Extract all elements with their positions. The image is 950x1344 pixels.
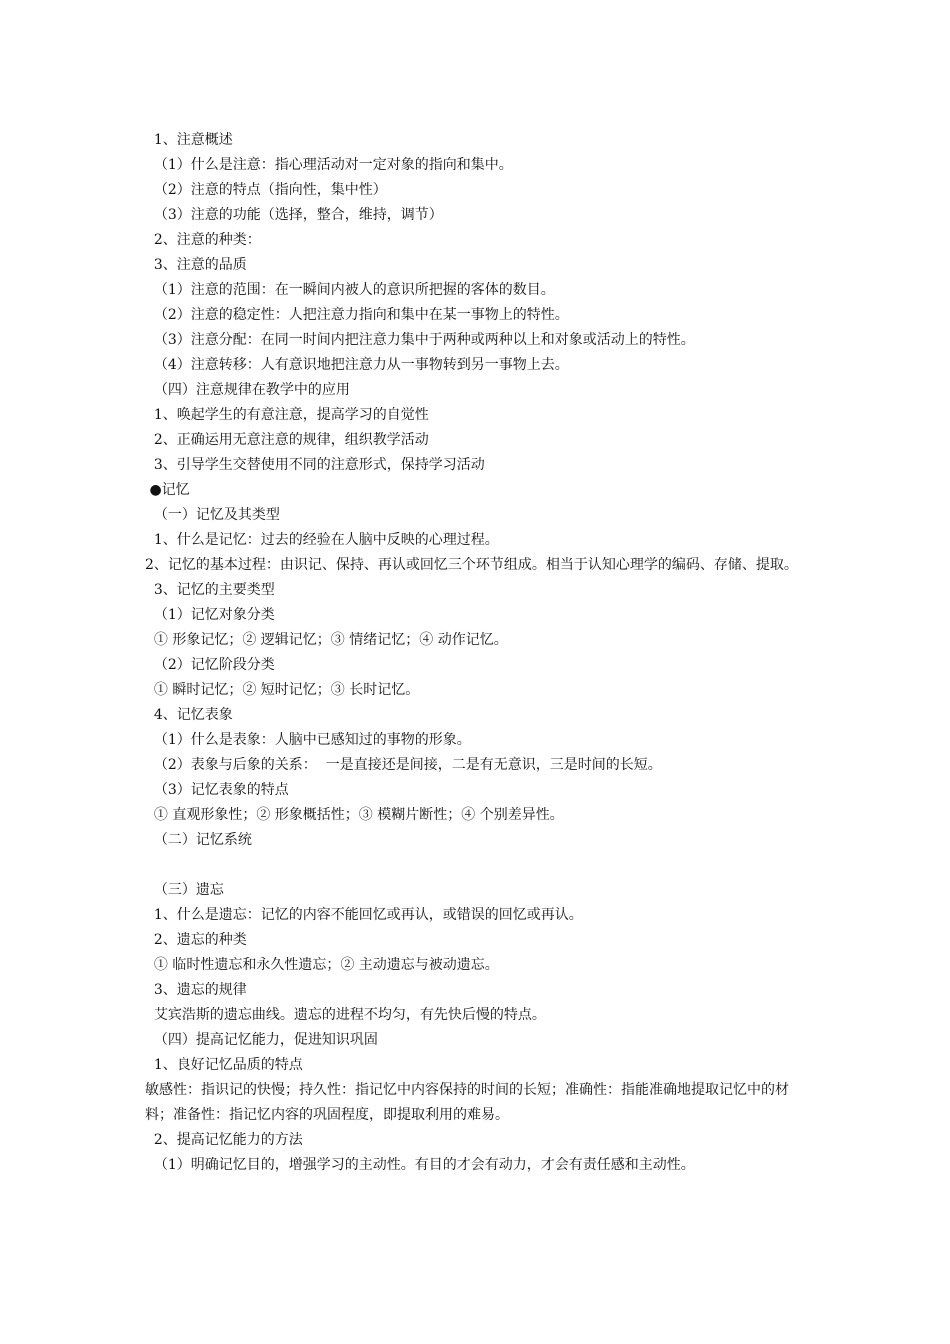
text-line: （3）注意的功能（选择，整合，维持，调节）	[145, 207, 443, 223]
section-heading: 2、注意的种类：	[145, 232, 261, 248]
section-heading: （一）记忆及其类型	[145, 507, 280, 523]
text-line: 1、良好记忆品质的特点	[145, 1057, 303, 1073]
section-heading: （四）提高记忆能力，促进知识巩固	[145, 1032, 378, 1048]
text-line: 1、什么是遗忘：记忆的内容不能回忆或再认，或错误的回忆或再认。	[145, 907, 583, 923]
text-line: （2）记忆阶段分类	[145, 657, 275, 673]
text-line: （1）什么是表象：人脑中已感知过的事物的形象。	[145, 732, 471, 748]
text-line: （1）注意的范围：在一瞬间内被人的意识所把握的客体的数目。	[145, 282, 555, 298]
text-line: ① 形象记忆；② 逻辑记忆；③ 情绪记忆；④ 动作记忆。	[145, 632, 508, 648]
text-line: 2、遗忘的种类	[145, 932, 247, 948]
section-heading: 3、记忆的主要类型	[145, 582, 275, 598]
text-line: 艾宾浩斯的遗忘曲线。遗忘的进程不均匀，有先快后慢的特点。	[145, 1007, 546, 1023]
text-line: （2）表象与后象的关系： 一是直接还是间接，二是有无意识，三是时间的长短。	[145, 757, 662, 773]
text-line: （4）注意转移：人有意识地把注意力从一事物转到另一事物上去。	[145, 357, 569, 373]
section-heading: （四）注意规律在教学中的应用	[145, 382, 350, 398]
section-heading: 3、注意的品质	[145, 257, 247, 273]
text-line: 1、什么是记忆：过去的经验在人脑中反映的心理过程。	[145, 532, 499, 548]
document-body	[145, 128, 805, 1178]
text-paragraph: 2、记忆的基本过程：由识记、保持、再认或回忆三个环节组成。相当于认知心理学的编码、存储、提取。	[145, 557, 798, 573]
text-line: 3、遗忘的规律	[145, 982, 247, 998]
text-line: （1）记忆对象分类	[145, 607, 275, 623]
text-line: （3）记忆表象的特点	[145, 782, 289, 798]
text-line: （2）注意的特点（指向性，集中性）	[145, 182, 387, 198]
text-line: ① 瞬时记忆；② 短时记忆；③ 长时记忆。	[145, 682, 420, 698]
blank-line	[145, 853, 805, 878]
text-line: （3）注意分配：在同一时间内把注意力集中于两种或两种以上和对象或活动上的特性。	[145, 332, 695, 348]
text-line: ① 直观形象性；② 形象概括性；③ 模糊片断性；④ 个别差异性。	[145, 807, 564, 823]
text-line: 3、引导学生交替使用不同的注意形式，保持学习活动	[145, 457, 485, 473]
text-paragraph: 敏感性：指识记的快慢；持久性：指记忆中内容保持的时间的长短；准确性：指能准确地提取记忆中的材料；准备性：指记忆内容的巩固程度，即提取利用的难易。	[145, 1082, 789, 1123]
section-heading: （三）遗忘	[145, 882, 224, 898]
section-heading: （二）记忆系统	[145, 832, 252, 848]
text-line: 2、正确运用无意注意的规律，组织教学活动	[145, 432, 429, 448]
text-line: 1、唤起学生的有意注意，提高学习的自觉性	[145, 407, 429, 423]
text-line: ① 临时性遗忘和永久性遗忘；② 主动遗忘与被动遗忘。	[145, 957, 499, 973]
section-heading: 4、记忆表象	[145, 707, 233, 723]
text-line: （1）明确记忆目的，增强学习的主动性。有目的才会有动力，才会有责任感和主动性。	[145, 1157, 695, 1173]
text-line: （2）注意的稳定性：人把注意力指向和集中在某一事物上的特性。	[145, 307, 569, 323]
bullet-heading: ●记忆	[145, 482, 190, 498]
text-line: （1）什么是注意：指心理活动对一定对象的指向和集中。	[145, 157, 513, 173]
section-heading: 1、注意概述	[145, 132, 233, 148]
text-line: 2、提高记忆能力的方法	[145, 1132, 303, 1148]
